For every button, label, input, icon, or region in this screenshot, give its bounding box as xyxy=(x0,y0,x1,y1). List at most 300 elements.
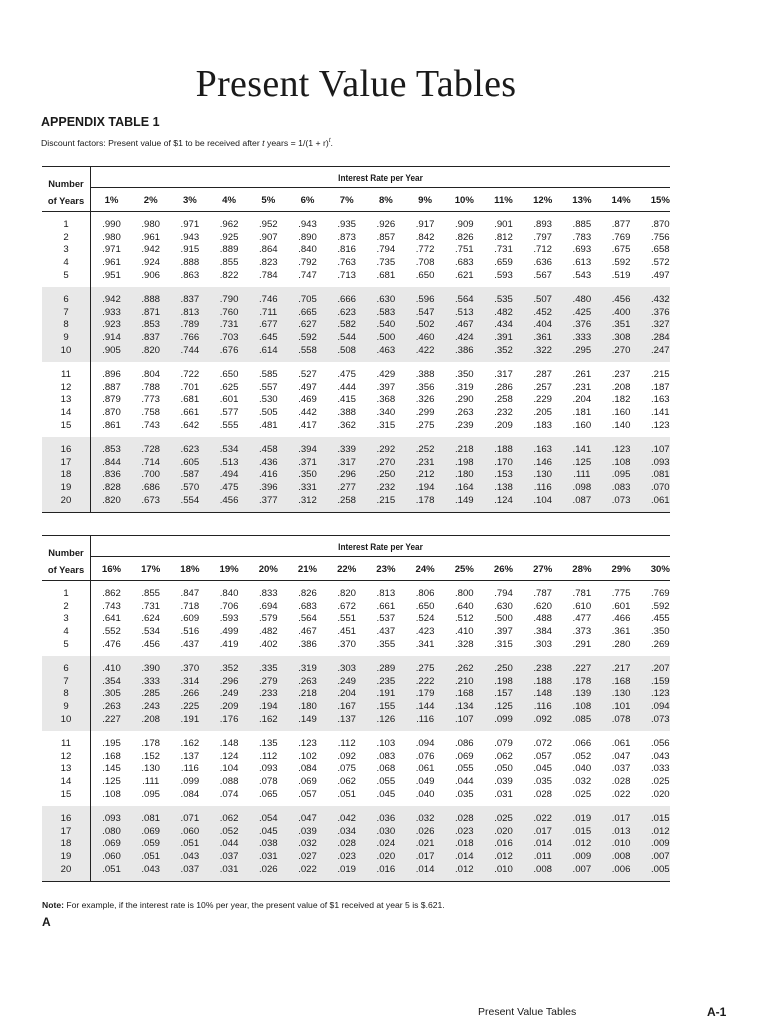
discount-factor-cell: .530 xyxy=(258,394,278,406)
discount-factor-cell: .823 xyxy=(258,257,278,269)
discount-factor-cell: .044 xyxy=(454,776,474,788)
discount-factor-cell: .355 xyxy=(376,638,396,650)
discount-factor-cell: .231 xyxy=(415,456,435,468)
discount-factor-cell: .055 xyxy=(376,776,396,788)
discount-factor-cell: .061 xyxy=(611,738,631,749)
discount-factor-cell: .144 xyxy=(415,701,435,713)
discount-factor-cell: .108 xyxy=(102,788,121,800)
discount-factor-cell: .103 xyxy=(376,738,396,749)
discount-factor-cell: .107 xyxy=(650,444,670,455)
interest-rate-header: Interest Rate per Year xyxy=(338,172,423,183)
year-label: 17 xyxy=(60,456,72,468)
discount-factor-cell: .623 xyxy=(337,306,357,318)
discount-factor-cell: .925 xyxy=(219,231,239,243)
discount-factor-cell: .247 xyxy=(650,344,670,356)
discount-factor-cell: .855 xyxy=(141,588,161,599)
discount-factor-cell: .751 xyxy=(454,244,474,256)
discount-factor-cell: .404 xyxy=(533,319,553,331)
discount-factor-cell: .853 xyxy=(102,444,121,455)
discount-factor-cell: .261 xyxy=(572,369,592,380)
discount-factor-cell: .592 xyxy=(611,257,631,269)
years-column xyxy=(42,581,91,656)
discount-factor-cell: .943 xyxy=(298,219,317,230)
discount-factor-cell: .043 xyxy=(650,750,670,762)
discount-factor-cell: .231 xyxy=(572,381,592,393)
discount-factor-cell: .016 xyxy=(376,863,396,875)
discount-factor-cell: .084 xyxy=(180,788,200,800)
discount-factor-cell: .074 xyxy=(219,788,239,800)
discount-factor-cell: .763 xyxy=(337,257,357,269)
discount-factor-cell: .078 xyxy=(258,776,278,788)
discount-factor-cell: .099 xyxy=(180,776,200,788)
discount-factor-cell: .218 xyxy=(454,444,474,455)
discount-factor-cell: .042 xyxy=(337,813,357,824)
discount-factor-cell: .237 xyxy=(611,369,631,380)
discount-factor-cell: .402 xyxy=(258,638,278,650)
discount-factor-cell: .314 xyxy=(180,675,200,687)
discount-factor-cell: .043 xyxy=(141,863,161,875)
discount-factor-cell: .434 xyxy=(494,319,513,331)
discount-factor-cell: .149 xyxy=(454,494,474,506)
discount-factor-cell: .630 xyxy=(376,294,396,305)
discount-factor-cell: .162 xyxy=(258,713,278,725)
discount-factor-cell: .547 xyxy=(415,306,435,318)
rate-column-header: 11% xyxy=(494,195,513,206)
discount-factor-cell: .250 xyxy=(494,663,513,674)
discount-factor-cell: .840 xyxy=(298,244,317,256)
discount-factor-cell: .227 xyxy=(572,663,592,674)
discount-factor-cell: .701 xyxy=(180,381,200,393)
discount-factor-cell: .037 xyxy=(180,863,200,875)
discount-factor-cell: .315 xyxy=(494,638,513,650)
discount-factor-cell: .093 xyxy=(102,813,121,824)
rate-column-header: 26% xyxy=(493,564,514,575)
discount-factor-cell: .208 xyxy=(611,381,631,393)
discount-factor-cell: .081 xyxy=(650,469,670,481)
discount-factor-cell: .424 xyxy=(454,332,474,344)
discount-factor-cell: .613 xyxy=(572,257,592,269)
discount-factor-cell: .168 xyxy=(454,688,474,700)
discount-factor-cell: .017 xyxy=(533,825,553,837)
discount-factor-cell: .051 xyxy=(337,788,357,800)
discount-factor-cell: .066 xyxy=(572,738,592,749)
discount-factor-cell: .512 xyxy=(454,613,474,625)
section-letter: A xyxy=(42,915,51,929)
table-header xyxy=(42,167,670,212)
rate-column-header: 15% xyxy=(650,195,670,206)
discount-factor-cell: .210 xyxy=(454,675,474,687)
discount-factor-cell: .160 xyxy=(572,419,592,431)
discount-factor-cell: .658 xyxy=(650,244,670,256)
discount-factor-cell: .207 xyxy=(650,663,670,674)
discount-factor-cell: .022 xyxy=(533,813,553,824)
discount-factor-cell: .488 xyxy=(533,613,553,625)
discount-factor-cell: .195 xyxy=(102,738,121,749)
discount-factor-cell: .712 xyxy=(533,244,553,256)
rate-column-header: 6% xyxy=(300,195,315,206)
discount-factor-cell: .010 xyxy=(611,838,631,850)
rate-column-header: 10% xyxy=(454,195,474,206)
rate-column-header: 20% xyxy=(258,564,278,575)
discount-factor-cell: .134 xyxy=(454,701,474,713)
discount-factor-cell: .051 xyxy=(141,851,161,863)
year-label: 13 xyxy=(60,763,72,775)
discount-factor-cell: .760 xyxy=(219,306,239,318)
discount-factor-cell: .319 xyxy=(454,381,474,393)
discount-factor-cell: .362 xyxy=(337,419,357,431)
discount-factor-cell: .056 xyxy=(650,738,670,749)
discount-factor-cell: .787 xyxy=(533,588,553,599)
discount-factor-cell: .107 xyxy=(454,713,474,725)
number-of-years-header-line: Number xyxy=(48,178,84,189)
discount-factor-cell: .263 xyxy=(298,675,317,687)
discount-factor-cell: .820 xyxy=(102,494,121,506)
discount-factor-cell: .502 xyxy=(415,319,435,331)
discount-factor-cell: .208 xyxy=(141,713,161,725)
years-column xyxy=(42,731,91,806)
discount-factor-cell: .463 xyxy=(376,344,396,356)
discount-factor-cell: .564 xyxy=(298,613,317,625)
discount-factor-cell: .605 xyxy=(180,456,200,468)
discount-factor-cell: .061 xyxy=(415,763,435,775)
discount-factor-cell: .035 xyxy=(533,776,553,788)
discount-factor-cell: .826 xyxy=(454,231,474,243)
discount-factor-cell: .877 xyxy=(611,219,631,230)
discount-factor-cell: .032 xyxy=(415,813,435,824)
discount-factor-cell: .370 xyxy=(180,663,200,674)
discount-factor-cell: .263 xyxy=(102,701,121,713)
year-label: 2 xyxy=(63,231,69,243)
discount-factor-cell: .019 xyxy=(337,863,357,875)
discount-factor-cell: .333 xyxy=(572,332,592,344)
discount-factor-cell: .926 xyxy=(376,219,396,230)
discount-factor-cell: .005 xyxy=(650,863,670,875)
discount-factor-cell: .180 xyxy=(298,701,317,713)
discount-factor-cell: .555 xyxy=(219,419,239,431)
discount-factor-cell: .747 xyxy=(298,269,317,281)
discount-factor-cell: .099 xyxy=(494,713,513,725)
discount-factor-cell: .482 xyxy=(494,306,513,318)
discount-factor-cell: .853 xyxy=(141,319,161,331)
discount-factor-cell: .181 xyxy=(572,407,592,419)
discount-factor-cell: .551 xyxy=(337,613,357,625)
discount-factor-cell: .971 xyxy=(180,219,200,230)
discount-factor-cell: .350 xyxy=(298,469,317,481)
discount-factor-cell: .601 xyxy=(611,600,631,612)
present-value-table-16-30 xyxy=(42,535,670,882)
discount-factor-cell: .137 xyxy=(337,713,357,725)
discount-factor-cell: .665 xyxy=(298,306,317,318)
discount-factor-cell: .713 xyxy=(337,269,357,281)
discount-factor-cell: .456 xyxy=(611,294,631,305)
discount-factor-cell: .893 xyxy=(533,219,553,230)
discount-factor-cell: .708 xyxy=(415,257,435,269)
discount-factor-cell: .075 xyxy=(337,763,357,775)
discount-factor-cell: .350 xyxy=(650,626,670,638)
discount-factor-cell: .455 xyxy=(650,613,670,625)
year-label: 6 xyxy=(63,663,69,674)
discount-factor-cell: .038 xyxy=(258,838,278,850)
year-label: 9 xyxy=(63,701,69,713)
discount-factor-cell: .111 xyxy=(573,469,591,481)
discount-factor-cell: .888 xyxy=(141,294,161,305)
discount-factor-cell: .873 xyxy=(337,231,357,243)
discount-factor-cell: .263 xyxy=(454,407,474,419)
discount-factor-cell: .087 xyxy=(572,494,592,506)
year-label: 11 xyxy=(61,369,71,380)
discount-factor-cell: .047 xyxy=(611,750,631,762)
discount-factor-cell: .258 xyxy=(494,394,513,406)
year-label: 6 xyxy=(63,294,69,305)
discount-factor-cell: .630 xyxy=(494,600,513,612)
discount-factor-cell: .012 xyxy=(572,838,592,850)
discount-factor-cell: .703 xyxy=(219,332,239,344)
discount-factor-cell: .017 xyxy=(415,851,435,863)
discount-factor-cell: .826 xyxy=(298,588,317,599)
discount-factor-cell: .227 xyxy=(102,713,121,725)
discount-factor-cell: .756 xyxy=(650,231,670,243)
discount-factor-cell: .593 xyxy=(494,269,513,281)
discount-factor-cell: .022 xyxy=(611,788,631,800)
discount-factor-cell: .370 xyxy=(337,638,357,650)
discount-factor-cell: .962 xyxy=(219,219,239,230)
discount-factor-cell: .008 xyxy=(611,851,631,863)
discount-factor-cell: .700 xyxy=(141,469,161,481)
rate-column-header: 29% xyxy=(611,564,631,575)
year-label: 1 xyxy=(63,588,69,599)
discount-factor-cell: .661 xyxy=(180,407,200,419)
discount-factor-cell: .022 xyxy=(298,863,317,875)
discount-factor-cell: .050 xyxy=(494,763,513,775)
rate-column-header: 18% xyxy=(180,564,200,575)
discount-factor-cell: .073 xyxy=(650,713,670,725)
discount-factor-cell: .292 xyxy=(376,444,396,455)
rate-column-header: 8% xyxy=(378,195,393,206)
discount-factor-cell: .116 xyxy=(533,701,552,713)
discount-factor-cell: .621 xyxy=(454,269,474,281)
rate-column-header: 12% xyxy=(533,195,553,206)
discount-factor-cell: .410 xyxy=(102,663,121,674)
discount-factor-cell: .312 xyxy=(298,494,317,506)
appendix-label: APPENDIX TABLE 1 xyxy=(41,115,160,129)
years-column xyxy=(42,287,91,362)
number-of-years-header-line: of Years xyxy=(47,564,85,575)
discount-factor-cell: .609 xyxy=(180,613,200,625)
years-column xyxy=(42,212,91,287)
discount-factor-cell: .476 xyxy=(102,638,121,650)
discount-factor-cell: .728 xyxy=(141,444,161,455)
discount-factor-cell: .215 xyxy=(650,369,670,380)
discount-factor-cell: .540 xyxy=(376,319,396,331)
discount-factor-cell: .123 xyxy=(611,444,631,455)
rate-column-header: 24% xyxy=(415,564,435,575)
discount-factor-cell: .179 xyxy=(415,688,435,700)
discount-factor-cell: .092 xyxy=(337,750,357,762)
discount-factor-cell: .333 xyxy=(141,675,161,687)
discount-factor-cell: .544 xyxy=(337,332,357,344)
number-of-years-header-line: of Years xyxy=(47,195,85,206)
rate-column-header: 25% xyxy=(454,564,474,575)
discount-factor-cell: .187 xyxy=(650,381,670,393)
year-label: 8 xyxy=(63,319,69,331)
discount-factor-cell: .373 xyxy=(572,626,592,638)
discount-factor-cell: .277 xyxy=(337,482,357,494)
discount-factor-cell: .794 xyxy=(494,588,513,599)
discount-factor-cell: .079 xyxy=(494,738,513,749)
discount-factor-cell: .015 xyxy=(650,813,670,824)
year-label: 12 xyxy=(60,750,72,762)
discount-factor-cell: .233 xyxy=(258,688,278,700)
year-label: 17 xyxy=(60,825,72,837)
discount-factor-cell: .243 xyxy=(141,701,161,713)
discount-factor-cell: .303 xyxy=(337,663,357,674)
rate-column-header: 23% xyxy=(376,564,396,575)
discount-factor-cell: .772 xyxy=(415,244,435,256)
discount-factor-cell: .191 xyxy=(376,688,396,700)
discount-factor-cell: .101 xyxy=(611,701,631,713)
row-group xyxy=(42,287,670,362)
discount-factor-cell: .188 xyxy=(533,675,553,687)
discount-factor-cell: .249 xyxy=(219,688,239,700)
discount-factor-cell: .045 xyxy=(376,788,396,800)
discount-factor-cell: .284 xyxy=(650,332,670,344)
discount-factor-cell: .039 xyxy=(494,776,513,788)
rate-column-header: 17% xyxy=(141,564,161,575)
discount-factor-cell: .396 xyxy=(258,482,278,494)
discount-factor-cell: .971 xyxy=(102,244,121,256)
discount-factor-cell: .879 xyxy=(102,394,121,406)
discount-factor-cell: .933 xyxy=(102,306,121,318)
discount-factor-cell: .642 xyxy=(180,419,200,431)
discount-factor-cell: .028 xyxy=(611,776,631,788)
discount-factor-cell: .781 xyxy=(572,588,592,599)
discount-factor-cell: .415 xyxy=(337,394,357,406)
discount-factor-cell: .021 xyxy=(415,838,435,850)
discount-factor-cell: .031 xyxy=(258,851,278,863)
discount-factor-cell: .026 xyxy=(258,863,278,875)
discount-factor-cell: .232 xyxy=(494,407,513,419)
discount-factor-cell: .093 xyxy=(258,763,278,775)
discount-factor-cell: .262 xyxy=(454,663,474,674)
years-column xyxy=(42,656,91,731)
year-label: 10 xyxy=(60,344,72,356)
discount-factor-cell: .466 xyxy=(611,613,631,625)
discount-factor-cell: .377 xyxy=(258,494,278,506)
year-label: 1 xyxy=(63,219,69,230)
discount-factor-cell: .497 xyxy=(650,269,670,281)
discount-factor-cell: .130 xyxy=(141,763,161,775)
year-label: 9 xyxy=(63,332,69,344)
year-label: 20 xyxy=(60,863,72,875)
discount-factor-cell: .534 xyxy=(141,626,161,638)
discount-factor-cell: .864 xyxy=(258,244,278,256)
discount-factor-cell: .376 xyxy=(572,319,592,331)
discount-factor-cell: .425 xyxy=(572,306,592,318)
discount-factor-cell: .499 xyxy=(219,626,239,638)
discount-factor-cell: .952 xyxy=(258,219,278,230)
discount-factor-cell: .505 xyxy=(258,407,278,419)
discount-factor-cell: .092 xyxy=(533,713,553,725)
discount-factor-cell: .025 xyxy=(572,788,592,800)
discount-factor-cell: .094 xyxy=(415,738,435,749)
discount-factor-cell: .394 xyxy=(298,444,317,455)
discount-factor-cell: .579 xyxy=(258,613,278,625)
discount-factor-cell: .007 xyxy=(650,851,670,863)
discount-factor-cell: .025 xyxy=(494,813,513,824)
discount-factor-cell: .557 xyxy=(258,381,278,393)
discount-factor-cell: .650 xyxy=(415,269,435,281)
discount-factor-cell: .065 xyxy=(258,788,278,800)
discount-factor-cell: .124 xyxy=(219,750,239,762)
discount-factor-cell: .145 xyxy=(102,763,121,775)
discount-factor-cell: .331 xyxy=(298,482,317,494)
discount-factor-cell: .352 xyxy=(219,663,239,674)
discount-factor-cell: .052 xyxy=(219,825,239,837)
discount-factor-cell: .896 xyxy=(102,369,121,380)
table-header xyxy=(42,536,670,581)
discount-factor-cell: .217 xyxy=(611,663,631,674)
discount-factor-cell: .176 xyxy=(219,713,239,725)
discount-factor-cell: .239 xyxy=(454,419,474,431)
discount-factor-cell: .061 xyxy=(650,494,670,506)
discount-factor-cell: .069 xyxy=(454,750,474,762)
discount-factor-cell: .123 xyxy=(650,688,670,700)
discount-factor-cell: .686 xyxy=(141,482,161,494)
note-label: Note: xyxy=(42,900,64,910)
discount-factor-cell: .030 xyxy=(376,825,396,837)
discount-factor-cell: .222 xyxy=(415,675,435,687)
discount-factor-cell: .032 xyxy=(572,776,592,788)
number-of-years-header xyxy=(42,167,91,211)
discount-factor-cell: .205 xyxy=(533,407,553,419)
year-label: 7 xyxy=(63,306,69,318)
discount-factor-cell: .086 xyxy=(454,738,474,749)
discount-factor-cell: .906 xyxy=(141,269,161,281)
discount-factor-cell: .452 xyxy=(533,306,553,318)
discount-factor-cell: .567 xyxy=(533,269,553,281)
discount-factor-cell: .112 xyxy=(259,750,278,762)
discount-factor-cell: .388 xyxy=(337,407,357,419)
discount-factor-cell: .275 xyxy=(415,663,435,674)
discount-factor-cell: .140 xyxy=(611,419,631,431)
discount-factor-cell: .943 xyxy=(180,231,200,243)
discount-factor-cell: .135 xyxy=(258,738,278,749)
discount-factor-cell: .123 xyxy=(650,419,670,431)
discount-factor-cell: .148 xyxy=(533,688,553,700)
discount-factor-cell: .887 xyxy=(102,381,121,393)
number-of-years-header xyxy=(42,536,91,580)
discount-factor-cell: .990 xyxy=(102,219,121,230)
discount-factor-cell: .711 xyxy=(259,306,278,318)
discount-factor-cell: .339 xyxy=(337,444,357,455)
discount-factor-cell: .045 xyxy=(258,825,278,837)
discount-factor-cell: .051 xyxy=(180,838,200,850)
discount-factor-cell: .070 xyxy=(650,482,670,494)
discount-factor-cell: .044 xyxy=(219,838,239,850)
discount-factor-cell: .088 xyxy=(219,776,239,788)
discount-factor-cell: .060 xyxy=(180,825,200,837)
discount-factor-cell: .225 xyxy=(180,701,200,713)
year-label: 14 xyxy=(60,407,72,419)
discount-factor-cell: .055 xyxy=(454,763,474,775)
discount-factor-cell: .766 xyxy=(180,332,200,344)
discount-factor-cell: .400 xyxy=(611,306,631,318)
discount-factor-cell: .601 xyxy=(219,394,239,406)
discount-factor-cell: .477 xyxy=(572,613,592,625)
number-of-years-header-line: Number xyxy=(48,547,84,558)
discount-factor-cell: .361 xyxy=(533,332,553,344)
discount-factor-cell: .341 xyxy=(415,638,435,650)
